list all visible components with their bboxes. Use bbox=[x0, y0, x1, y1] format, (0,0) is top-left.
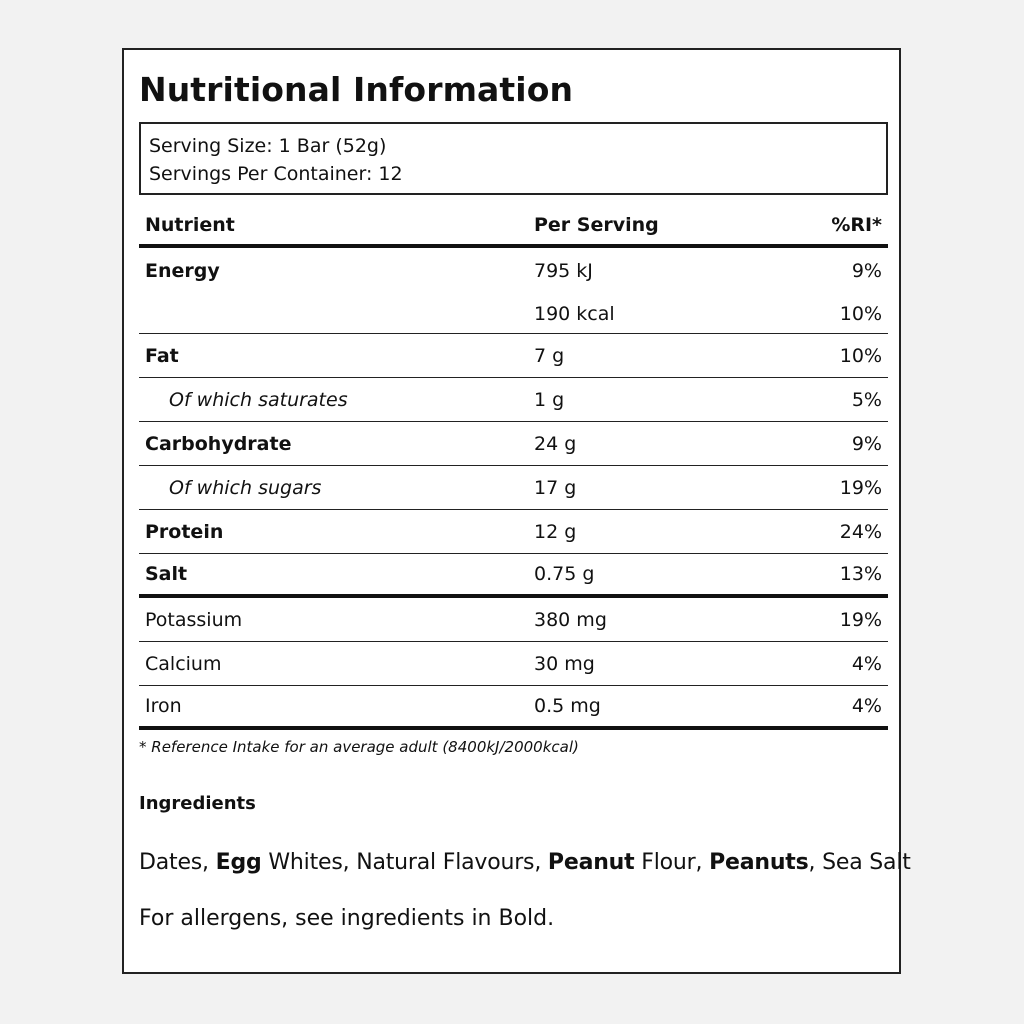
nutrient-name: Calcium bbox=[145, 652, 222, 675]
nutrient-amount: 12 g bbox=[534, 520, 577, 543]
ingredient-item: Sea Salt bbox=[822, 850, 911, 875]
allergen-note: For allergens, see ingredients in Bold. bbox=[139, 906, 555, 931]
ingredient-item: Flour bbox=[634, 850, 696, 875]
ingredient-item: Natural Flavours bbox=[356, 850, 535, 875]
ingredient-item: Dates bbox=[139, 850, 203, 875]
nutrient-ri: 24% bbox=[839, 520, 882, 543]
nutrient-amount: 0.5 mg bbox=[534, 695, 601, 717]
table-row bbox=[139, 554, 888, 598]
nutrient-name: Potassium bbox=[145, 608, 243, 631]
ingredient-allergen: Peanuts bbox=[709, 850, 809, 875]
label-title: Nutritional Information bbox=[139, 70, 574, 109]
serving-info-box bbox=[139, 122, 888, 195]
header-nutrient: Nutrient bbox=[145, 214, 235, 236]
nutrient-name: Carbohydrate bbox=[145, 432, 292, 455]
nutrition-label bbox=[122, 48, 911, 974]
ingredient-allergen: Peanut bbox=[547, 850, 635, 875]
nutrient-amount: 7 g bbox=[534, 344, 565, 367]
serving-size: Serving Size: 1 Bar (52g) bbox=[149, 135, 387, 157]
nutrient-name: Iron bbox=[145, 695, 182, 717]
table-row bbox=[139, 378, 888, 422]
nutrient-name: Of which sugars bbox=[169, 476, 322, 499]
nutrient-ri: 19% bbox=[839, 608, 882, 631]
header-per-serving: Per Serving bbox=[534, 214, 659, 236]
nutrient-name: Of which saturates bbox=[169, 388, 348, 411]
table-row bbox=[139, 422, 888, 466]
nutrient-amount: 0.75 g bbox=[534, 563, 595, 585]
nutrient-amount: 380 mg bbox=[534, 608, 607, 631]
servings-per-container: Servings Per Container: 12 bbox=[149, 163, 403, 185]
nutrient-amount: 190 kcal bbox=[534, 302, 615, 325]
nutrient-ri: 9% bbox=[851, 260, 882, 282]
nutrient-amount: 17 g bbox=[534, 476, 577, 499]
nutrient-name: Protein bbox=[145, 520, 224, 543]
table-header-row bbox=[139, 206, 888, 248]
table-row bbox=[139, 248, 888, 294]
nutrient-amount: 24 g bbox=[534, 432, 577, 455]
nutrient-ri: 4% bbox=[851, 695, 882, 717]
ingredient-allergen: Egg bbox=[215, 850, 262, 875]
nutrient-ri: 5% bbox=[851, 388, 882, 411]
nutrient-name: Fat bbox=[145, 344, 179, 367]
ingredients-list: Dates, Egg Whites, Natural Flavours, Peanut Flour, Peanuts, Sea Salt bbox=[139, 850, 911, 875]
nutrient-ri: 19% bbox=[839, 476, 882, 499]
table-row bbox=[139, 686, 888, 730]
nutrient-ri: 13% bbox=[839, 563, 882, 585]
table-row bbox=[139, 294, 888, 334]
ingredients-heading: Ingredients bbox=[139, 793, 256, 814]
nutrient-ri: 9% bbox=[851, 432, 882, 455]
nutrient-amount: 795 kJ bbox=[534, 260, 593, 282]
table-row bbox=[139, 334, 888, 378]
table-row bbox=[139, 598, 888, 642]
nutrient-ri: 4% bbox=[851, 652, 882, 675]
table-row bbox=[139, 466, 888, 510]
nutrient-ri: 10% bbox=[839, 344, 882, 367]
nutrient-name: Salt bbox=[145, 563, 188, 585]
nutrient-amount: 30 mg bbox=[534, 652, 595, 675]
table-row bbox=[139, 642, 888, 686]
reference-intake-footnote: * Reference Intake for an average adult (8400kJ/2000kcal) bbox=[139, 738, 579, 756]
ingredient-item: Whites bbox=[261, 850, 343, 875]
nutrient-ri: 10% bbox=[839, 302, 882, 325]
nutrition-table bbox=[139, 206, 888, 730]
table-row bbox=[139, 510, 888, 554]
header-ri: %RI* bbox=[831, 214, 882, 236]
nutrient-amount: 1 g bbox=[534, 388, 565, 411]
nutrient-name: Energy bbox=[145, 260, 220, 282]
